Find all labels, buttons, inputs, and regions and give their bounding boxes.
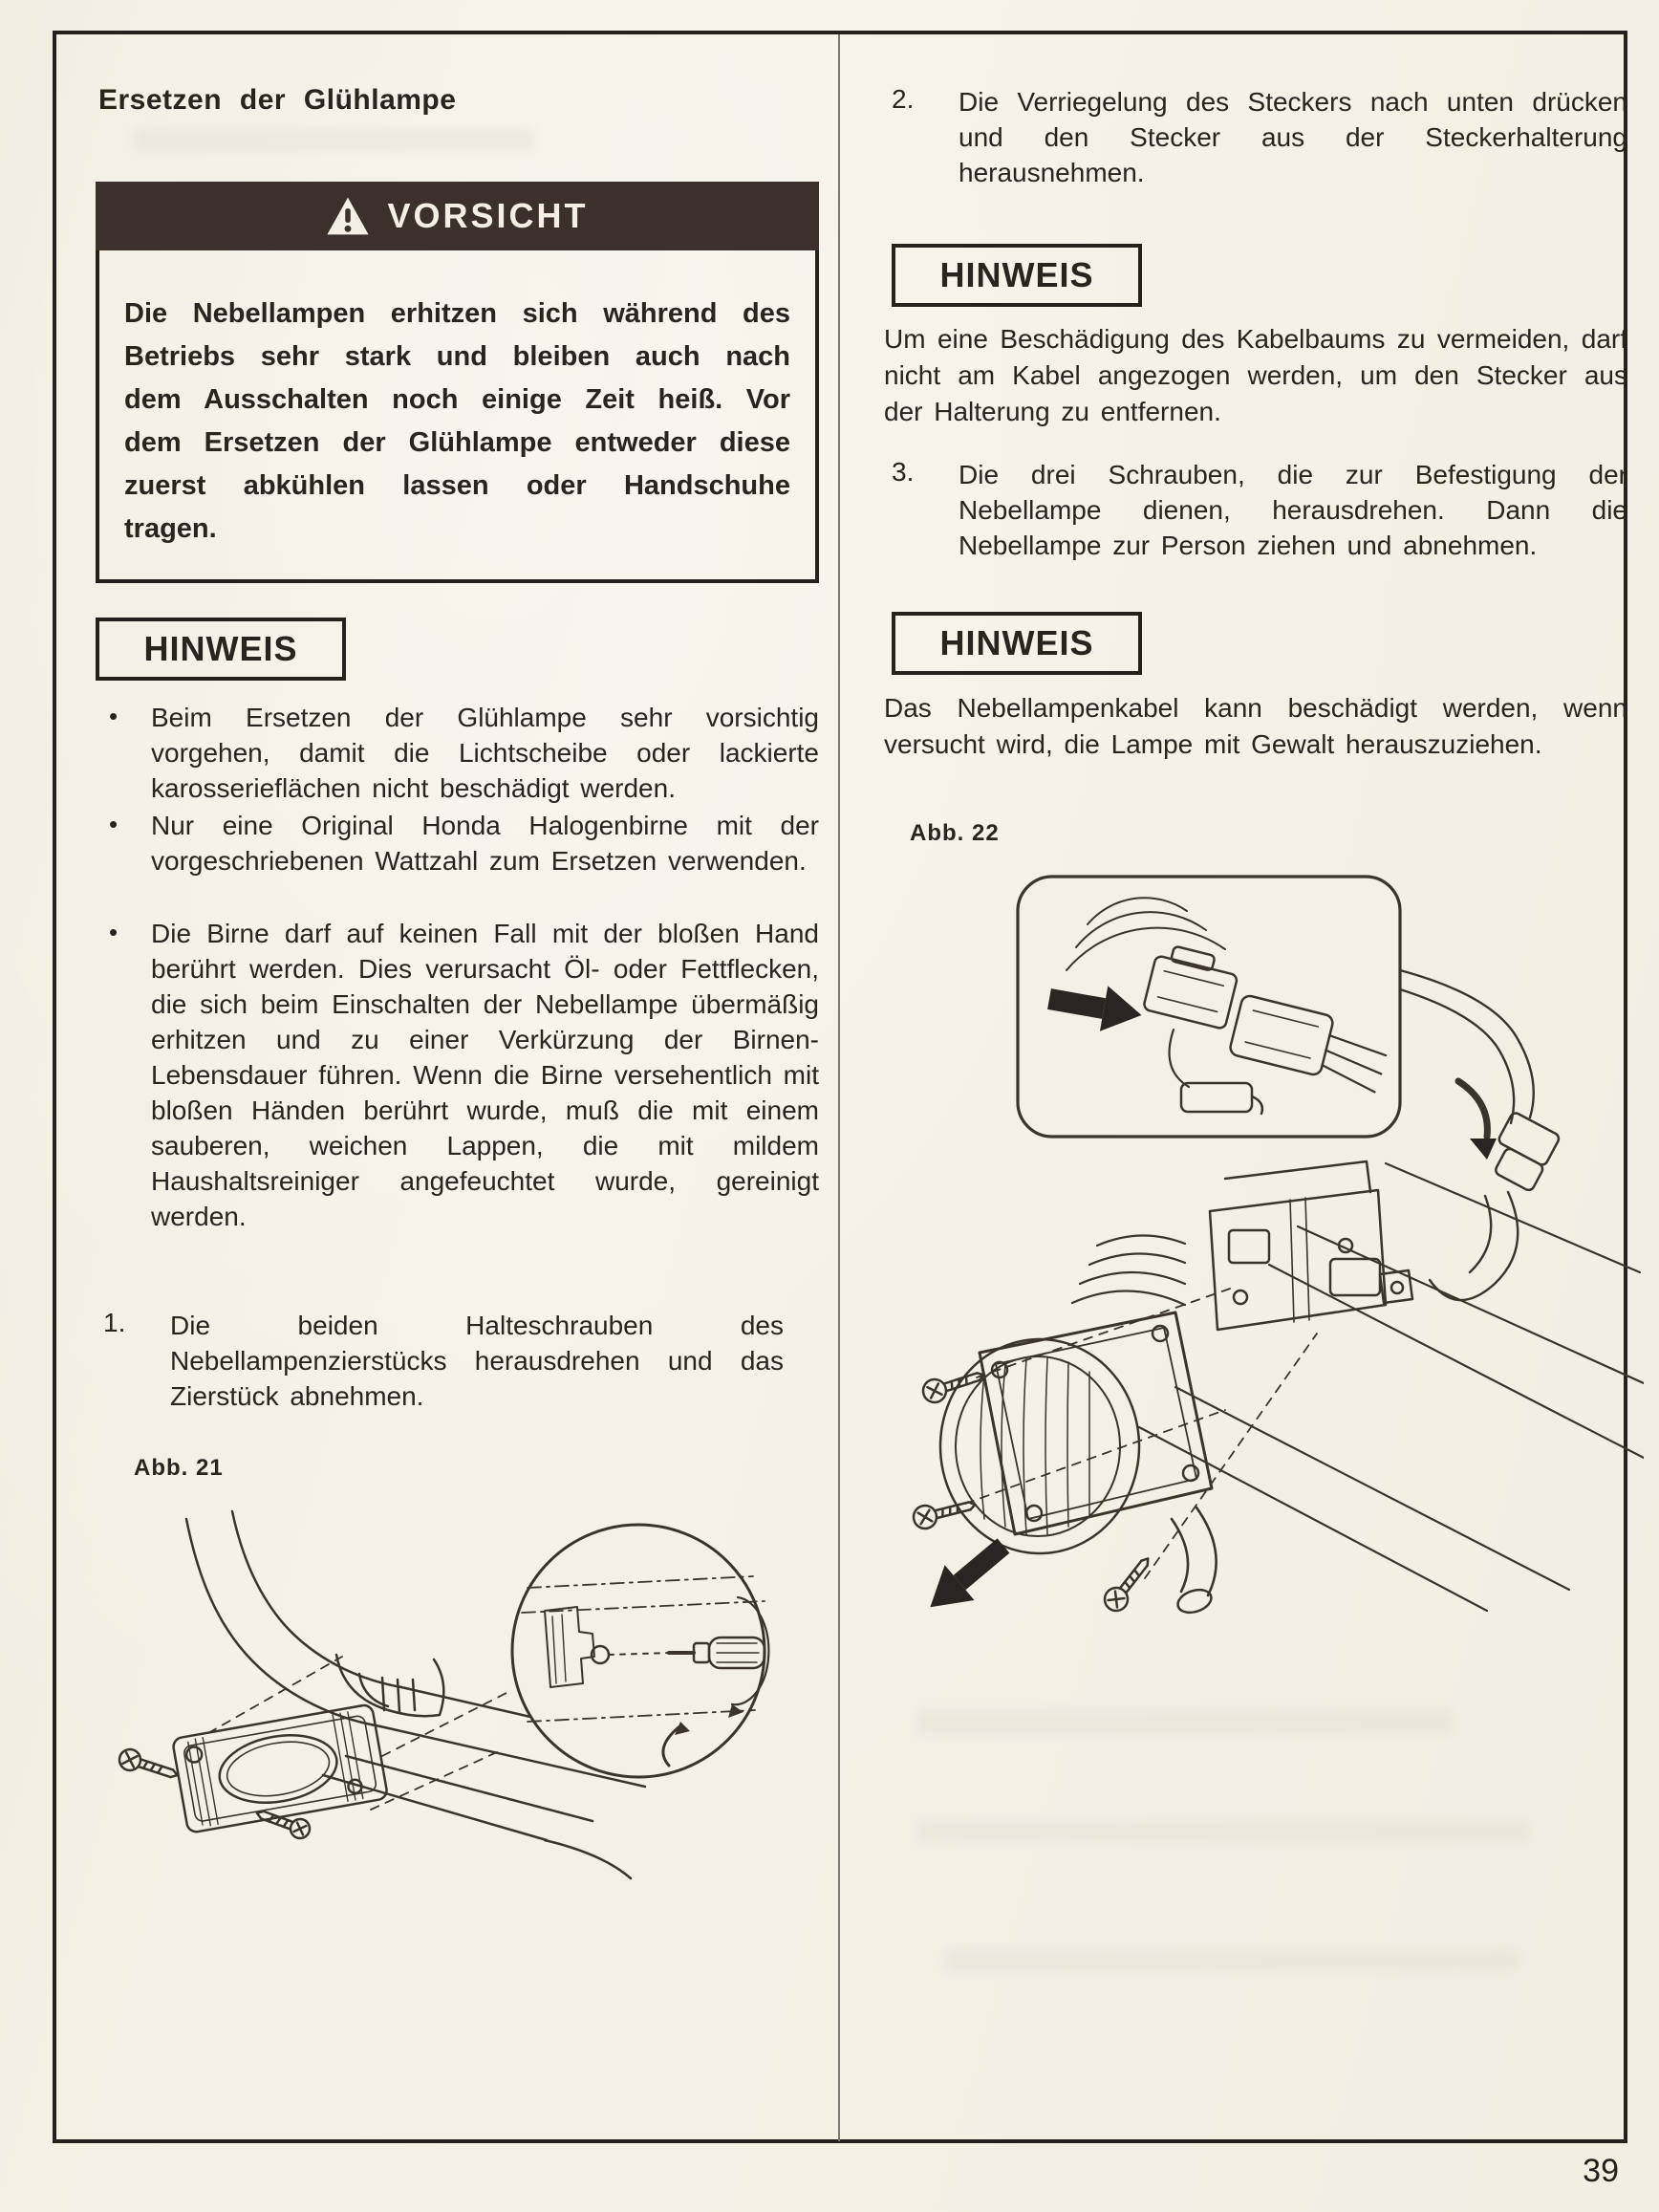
connector-inset bbox=[1018, 877, 1400, 1137]
bleed-through-artifact bbox=[917, 1821, 1529, 1842]
step-number: 2. bbox=[892, 84, 915, 114]
figure-label-abb21: Abb. 21 bbox=[134, 1455, 224, 1481]
page-number: 39 bbox=[1583, 2153, 1619, 2189]
note-title: HINWEIS bbox=[939, 255, 1094, 294]
caution-text: Die Nebellampen erhitzen sich während des Betriebs sehr stark und bleiben auch nach dem Ausschalten noch einige Zeit heiß. Vor dem Ersetzen der Glühlampe entweder diese zuerst abkühlen lassen oder Handschuhe tragen. bbox=[96, 250, 819, 583]
bleed-through-artifact bbox=[134, 129, 535, 150]
step-text: Die Verriegelung des Steckers nach unten drücken und den Stecker aus der Steckerhalterung herausnehmen. bbox=[959, 87, 1627, 187]
trim-piece bbox=[172, 1703, 388, 1832]
warning-triangle-icon bbox=[326, 196, 370, 236]
bullet-icon: • bbox=[109, 918, 118, 946]
abb21-illustration bbox=[96, 1506, 831, 2060]
screw-icon bbox=[253, 1804, 312, 1841]
pull-arrow-icon bbox=[1458, 1081, 1497, 1160]
column-divider bbox=[838, 34, 840, 2141]
step-text: Die beiden Halteschrauben des Nebellampenzierstücks herausdrehen und das Zierstück abnehmen. bbox=[170, 1311, 784, 1411]
step-number: 3. bbox=[892, 457, 915, 487]
bullet-icon: • bbox=[109, 810, 118, 838]
list-item bbox=[96, 700, 819, 806]
step-3 bbox=[884, 457, 1627, 563]
bullet-text: Die Birne darf auf keinen Fall mit der bloßen Hand berührt werden. Dies verursacht Öl- oder Fettflecken, die sich beim Einschalten der Nebellampe übermäßig erhitzen und zu einer Verkürzung der Birnen-Lebensdauer führen. Wenn die Birne versehentlich mit bloßen Händen berührt wurde, muß die mit einem sauberen, weichen Lappen, die mit mildem Haushaltsreiniger angefeuchtet wurde, gereinigt werden. bbox=[151, 919, 819, 1231]
bullet-icon: • bbox=[109, 702, 118, 730]
caution-title: VORSICHT bbox=[387, 196, 589, 235]
note-box-right-2 bbox=[892, 612, 1142, 675]
removal-arrow-icon bbox=[916, 1529, 1018, 1625]
step-number: 1. bbox=[103, 1308, 126, 1337]
note-text: Das Nebellampenkabel kann beschädigt werden, wenn versucht wird, die Lampe mit Gewalt herauszuziehen. bbox=[884, 693, 1627, 759]
note-box-left bbox=[96, 618, 346, 681]
note-box-right-1 bbox=[892, 244, 1142, 307]
note-text: Um eine Beschädigung des Kabelbaums zu vermeiden, darf nicht am Kabel angezogen werden, um den Stecker aus der Halterung zu entfernen. bbox=[884, 324, 1627, 426]
abb22-illustration bbox=[889, 856, 1644, 1630]
figure-label-abb22: Abb. 22 bbox=[910, 820, 1000, 846]
section-title: Ersetzen der Glühlampe bbox=[98, 84, 457, 116]
bullet-text: Nur eine Original Honda Halogenbirne mit der vorgeschriebenen Wattzahl zum Ersetzen verwenden. bbox=[151, 811, 819, 876]
screw-icon bbox=[911, 1493, 978, 1530]
step-1 bbox=[96, 1308, 784, 1414]
mounting-bracket bbox=[1210, 1161, 1412, 1330]
bleed-through-artifact bbox=[946, 1950, 1519, 1971]
caution-box bbox=[96, 182, 819, 583]
inset-detail-circle bbox=[512, 1525, 768, 1777]
caution-header bbox=[96, 182, 819, 250]
step-2 bbox=[884, 84, 1627, 190]
bullet-text: Beim Ersetzen der Glühlampe sehr vorsichtig vorgehen, damit die Lichtscheibe oder lackierte karosserieflächen nicht beschädigt werden. bbox=[151, 703, 819, 803]
list-item bbox=[96, 916, 819, 1234]
screw-icon bbox=[117, 1746, 181, 1785]
note-title: HINWEIS bbox=[939, 623, 1094, 662]
bleed-through-artifact bbox=[917, 1711, 1453, 1734]
screw-icon bbox=[1100, 1551, 1157, 1616]
list-item bbox=[96, 808, 819, 878]
wiring-harness bbox=[1400, 970, 1561, 1300]
step-text: Die drei Schrauben, die zur Befestigung der Nebellampe dienen, herausdrehen. Dann die Nebellampe zur Person ziehen und abnehmen. bbox=[959, 460, 1627, 560]
note-title: HINWEIS bbox=[143, 629, 298, 668]
